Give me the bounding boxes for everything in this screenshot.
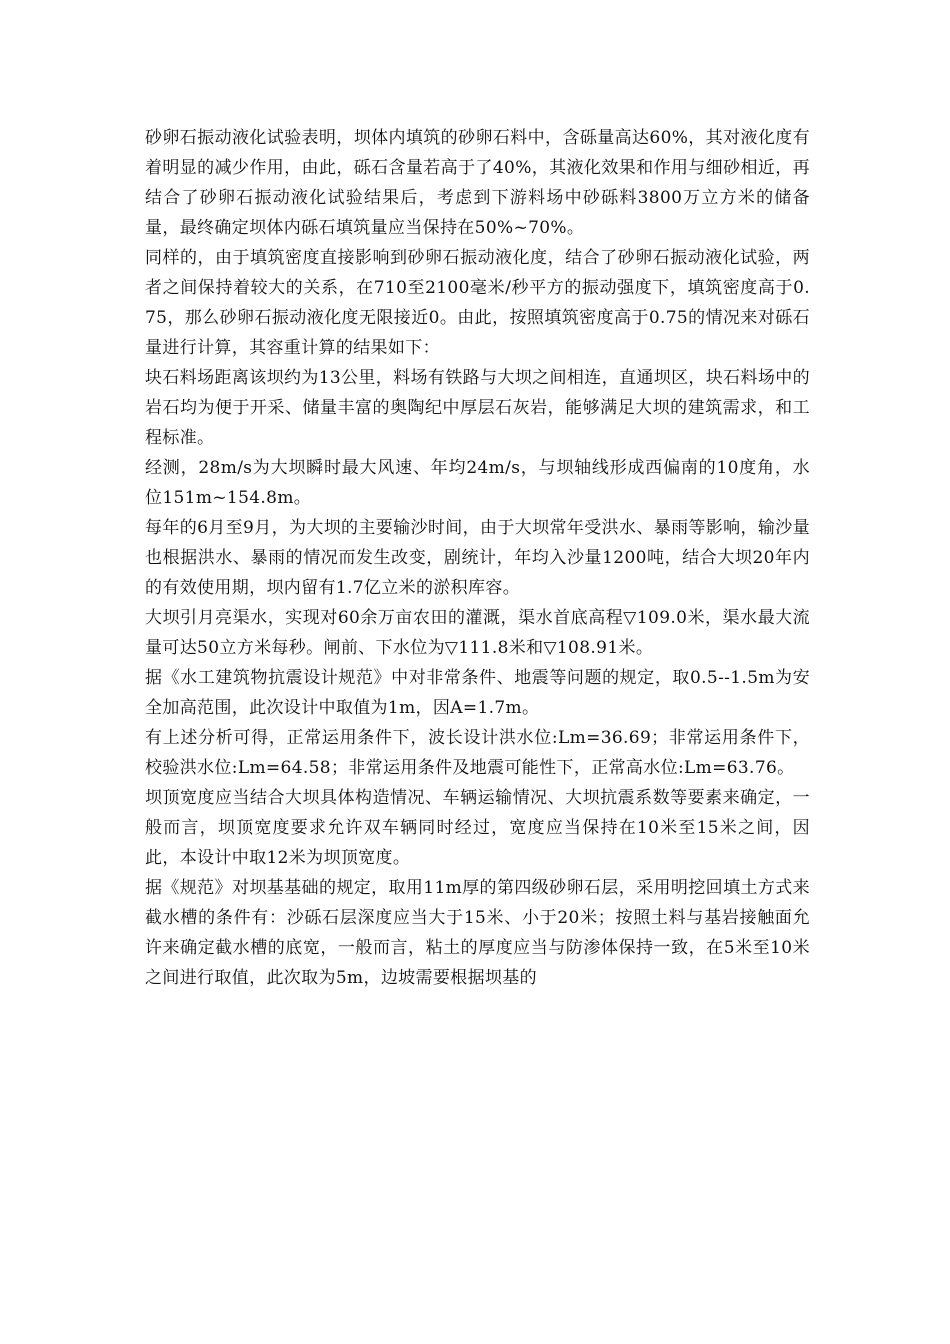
paragraph-rock-quarry: 块石料场距离该坝约为13公里，料场有铁路与大坝之间相连，直通坝区，块石料场中的岩石均为便于开采、储量丰富的奥陶纪中厚层石灰岩，能够满足大坝的建筑需求，和工程标准。 bbox=[145, 368, 810, 448]
paragraph-wave-length: 有上述分析可得，正常运用条件下，波长设计洪水位:Lm=36.69；非常运用条件下，校验洪水位:Lm=64.58；非常运用条件及地震可能性下，正常高水位:Lm=63.76。 bbox=[145, 728, 810, 778]
paragraph-cutoff-trench: 据《规范》对坝基基础的规定，取用11m厚的第四级砂卵石层，采用明挖回填土方式来截水槽的条件有：沙砾石层深度应当大于15米、小于20米；按照土料与基岩接触面允许来确定截水槽的底宽，一般而言，粘土的厚度应当与防渗体保持一致，在5米至10米之间进行取值，此次取为5m，边坡需要根据坝基的 bbox=[145, 878, 810, 988]
paragraph-wind-speed: 经测，28m/s为大坝瞬时最大风速、年均24m/s，与坝轴线形成西偏南的10度角，水位151m~154.8m。 bbox=[145, 458, 810, 508]
paragraph-fill-density: 同样的，由于填筑密度直接影响到砂卵石振动液化度，结合了砂卵石振动液化试验，两者之间保持着较大的关系，在710至2100毫米/秒平方的振动强度下，填筑密度高于0.75，那么砂卵石振动液化度无限接近0。由此，按照填筑密度高于0.75的情况来对砾石量进行计算，其容重计算的结果如下： bbox=[145, 248, 810, 358]
paragraph-crest-width: 坝顶宽度应当结合大坝具体构造情况、车辆运输情况、大坝抗震系数等要素来确定，一般而言，坝顶宽度要求允许双车辆同时经过，宽度应当保持在10米至15米之间，因此，本设计中取12米为坝顶宽度。 bbox=[145, 788, 810, 868]
paragraph-sediment-transport: 每年的6月至9月，为大坝的主要输沙时间，由于大坝常年受洪水、暴雨等影响，输沙量也根据洪水、暴雨的情况而发生改变，剧统计，年均入沙量1200吨，结合大坝20年内的有效使用期，坝内留有1.7亿立米的淤积库容。 bbox=[145, 518, 810, 598]
document-body bbox=[145, 123, 810, 993]
paragraph-irrigation-canal: 大坝引月亮渠水，实现对60余万亩农田的灌溉，渠水首底高程▽109.0米，渠水最大流量可达50立方米每秒。闸前、下水位为▽111.8米和▽108.91米。 bbox=[145, 608, 810, 658]
paragraph-gravel-liquefaction: 砂卵石振动液化试验表明，坝体内填筑的砂卵石料中，含砾量高达60%，其对液化度有着明显的减少作用，由此，砾石含量若高于了40%，其液化效果和作用与细砂相近，再结合了砂卵石振动液化试验结果后，考虑到下游料场中砂砾料3800万立方米的储备量，最终确定坝体内砾石填筑量应当保持在50%~70%。 bbox=[145, 128, 810, 238]
paragraph-seismic-freeboard: 据《水工建筑物抗震设计规范》中对非常条件、地震等问题的规定，取0.5--1.5m为安全加高范围，此次设计中取值为1m，因A=1.7m。 bbox=[145, 668, 810, 718]
